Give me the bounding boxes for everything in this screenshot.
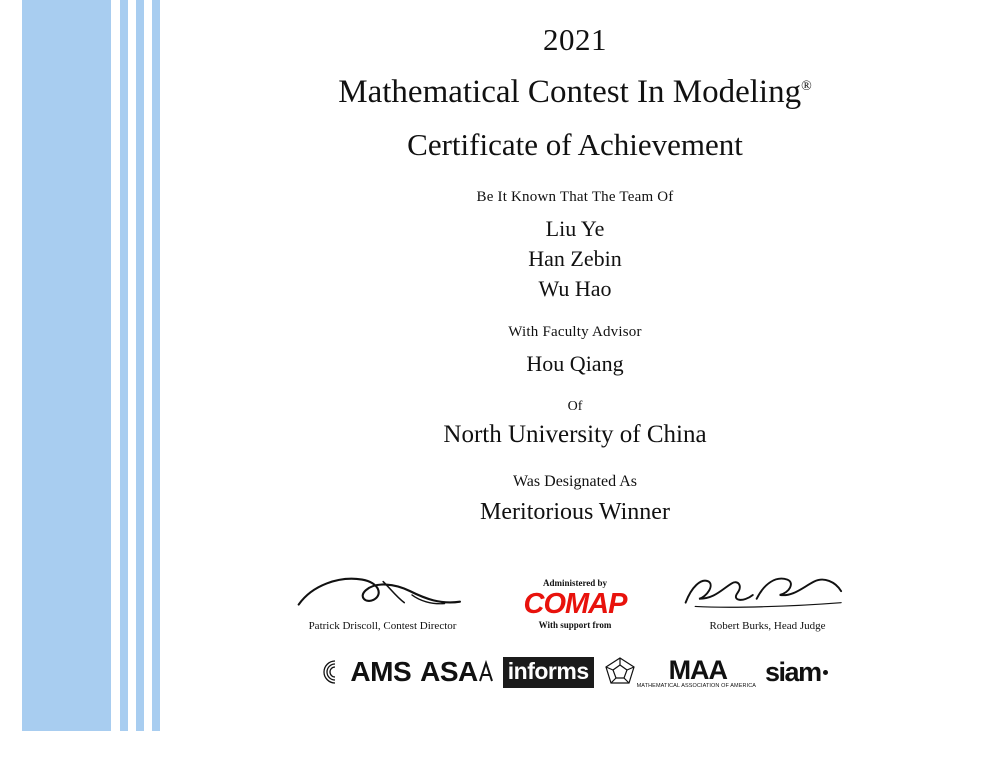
- support-from-label: With support from: [538, 620, 612, 630]
- signature-icon: [676, 570, 858, 618]
- maa-polyhedron-icon: [603, 656, 637, 688]
- maa-logo-text: MAA: [668, 655, 728, 685]
- ams-swirl-icon: [322, 659, 348, 685]
- decorative-bar-wide: [22, 0, 111, 731]
- certificate-content: [175, 0, 975, 767]
- contest-year: 2021: [543, 22, 607, 57]
- asa-logo: [420, 656, 494, 688]
- maa-logo-caption: MATHEMATICAL ASSOCIATION OF AMERICA: [636, 683, 757, 689]
- contest-title-text: Mathematical Contest In Modeling: [338, 74, 802, 110]
- asa-mark-icon: [478, 659, 494, 685]
- certificate-subtitle: Certificate of Achievement: [407, 127, 743, 162]
- team-label: Be It Known That The Team Of: [476, 189, 674, 205]
- administrator-block: [490, 578, 660, 632]
- advisor-name: Hou Qiang: [526, 351, 624, 376]
- decorative-bar-thin-3: [152, 0, 160, 731]
- designation-label: Was Designated As: [512, 473, 638, 490]
- signature-row: [175, 570, 975, 632]
- contest-title: [175, 74, 975, 111]
- signature-caption: Robert Burks, Head Judge: [709, 620, 826, 632]
- signature-icon: [291, 570, 473, 618]
- sponsor-logo-row: [175, 655, 975, 689]
- advisor-label: With Faculty Advisor: [508, 324, 642, 340]
- team-member: Liu Ye: [545, 216, 605, 241]
- registered-mark: ®: [801, 79, 812, 94]
- award-title: Meritorious Winner: [480, 499, 670, 525]
- informs-logo-text: informs: [507, 657, 589, 684]
- siam-logo: [765, 657, 828, 688]
- decorative-bar-thin-2: [136, 0, 144, 731]
- institution-name: North University of China: [443, 421, 707, 448]
- team-member: Wu Hao: [538, 276, 612, 301]
- signature-block-head-judge: [660, 570, 875, 632]
- siam-logo-text: siam: [765, 656, 821, 687]
- signature-block-contest-director: [275, 570, 490, 632]
- administered-by-label: Administered by: [542, 578, 608, 588]
- team-member-list: [175, 214, 975, 304]
- team-member: Han Zebin: [528, 246, 622, 271]
- decorative-bar-thin-1: [120, 0, 128, 731]
- maa-logo: [603, 655, 756, 689]
- informs-logo: [503, 657, 594, 688]
- signature-caption: Patrick Driscoll, Contest Director: [308, 620, 457, 632]
- ams-logo-text: AMS: [350, 656, 412, 687]
- of-label: Of: [567, 399, 583, 414]
- siam-dot-icon: [823, 670, 828, 675]
- ams-logo: [322, 656, 411, 688]
- comap-logo: COMAP: [523, 588, 627, 620]
- asa-logo-text: ASA: [420, 656, 478, 687]
